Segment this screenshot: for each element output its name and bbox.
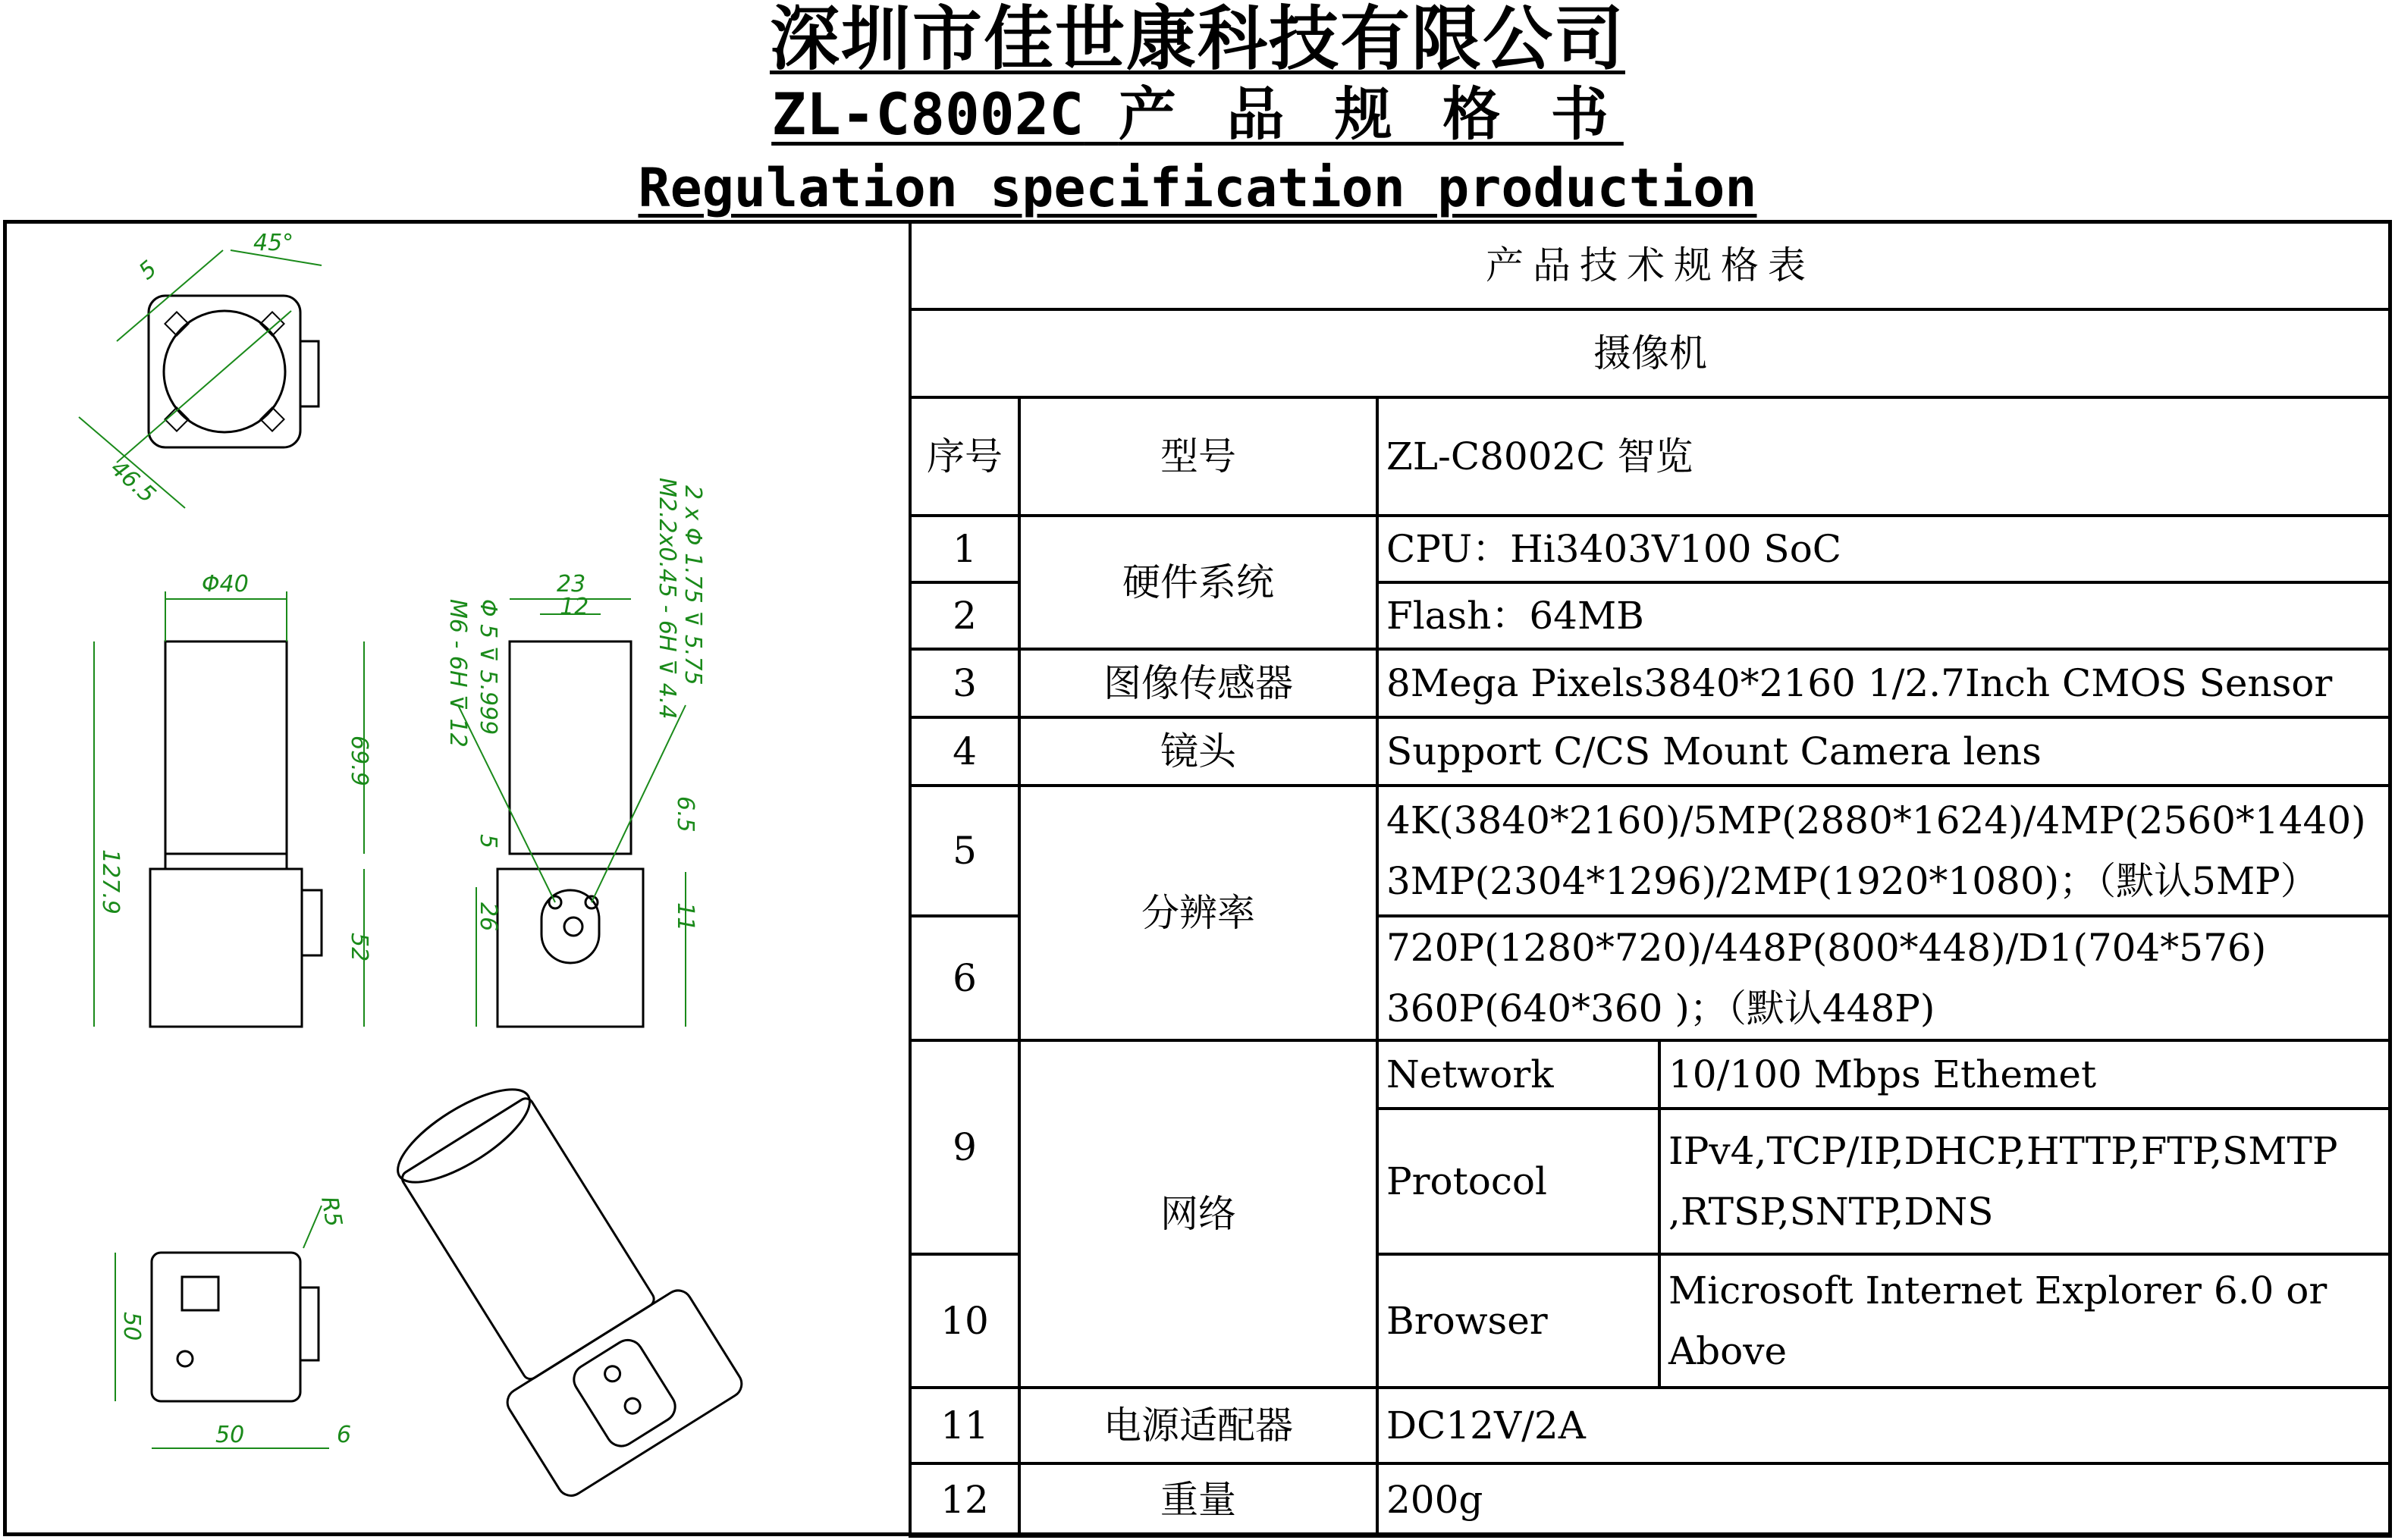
- dim-front-dia: Φ40: [202, 571, 249, 597]
- row-no: 11: [910, 1388, 1019, 1463]
- value-line: Above: [1668, 1329, 1788, 1373]
- row-no: 9: [910, 1040, 1019, 1254]
- row-no: 6: [910, 916, 1019, 1040]
- dim-side-65: 6.5: [672, 796, 698, 833]
- dim-side-w2: 12: [560, 594, 589, 620]
- doc-title-cn: 产 品 规 格 书: [1118, 80, 1624, 148]
- value-line: 360P(640*360 )；（默认448P): [1386, 986, 1935, 1030]
- row-item-resolution: 分辨率: [1019, 786, 1377, 1040]
- dim-side-5: 5: [475, 834, 501, 849]
- row-item-hardware: 硬件系统: [1019, 516, 1377, 649]
- spec-category: 摄像机: [910, 309, 2390, 397]
- network-value: 10/100 Mbps Ethemet: [1659, 1040, 2390, 1109]
- row-value-weight: 200g: [1377, 1463, 2390, 1536]
- row-no: 2: [910, 582, 1019, 649]
- dim-back-width: 50: [215, 1422, 245, 1448]
- dim-side-thread2: M2.2x0.45 - 6H ⊽ 4.4: [654, 478, 680, 720]
- row-value-power: DC12V/2A: [1377, 1388, 2390, 1463]
- value-line: Microsoft Internet Explorer 6.0 or: [1668, 1269, 2328, 1313]
- dim-back-radius: R5: [315, 1194, 347, 1229]
- dim-side-thread1: M6 - 6H ⊽ 12: [444, 599, 471, 748]
- col-index-header: 序号: [910, 397, 1019, 516]
- network-key: Network: [1377, 1040, 1659, 1109]
- row-item-network: 网络: [1019, 1040, 1377, 1388]
- row-value-lens: Support C/CS Mount Camera lens: [1377, 717, 2390, 786]
- browser-key: Browser: [1377, 1254, 1659, 1388]
- value-line: 4K(3840*2160)/5MP(2880*1624)/4MP(2560*1440): [1386, 798, 2366, 842]
- document-title: [0, 80, 2395, 149]
- document-subtitle: Regulation specification production: [638, 157, 1757, 219]
- technical-drawing: [3, 220, 910, 1536]
- dim-front-total: 127.9: [97, 849, 124, 914]
- row-value-cpu: CPU：Hi3403V100 SoC: [1377, 516, 2390, 582]
- value-line: IPv4,TCP/IP,DHCP,HTTP,FTP,SMTP: [1668, 1129, 2338, 1173]
- row-item-weight: 重量: [1019, 1463, 1377, 1536]
- row-no: 10: [910, 1254, 1019, 1388]
- row-value-sensor: 8Mega Pixels3840*2160 1/2.7Inch CMOS Sensor: [1377, 649, 2390, 717]
- value-line: ,RTSP,SNTP,DNS: [1668, 1190, 1994, 1234]
- row-value-resolution-main: [1377, 786, 2390, 916]
- row-no: 12: [910, 1463, 1019, 1536]
- browser-value: [1659, 1254, 2390, 1388]
- dim-top-diag: 46.5: [105, 454, 161, 509]
- dim-top-offset: 5: [133, 256, 162, 286]
- doc-model: ZL-C8002C: [771, 80, 1084, 148]
- protocol-value: [1659, 1109, 2390, 1254]
- value-line: 3MP(2304*1296)/2MP(1920*1080)；（默认5MP）: [1386, 859, 2318, 903]
- row-no: 3: [910, 649, 1019, 717]
- row-value-resolution-sub: [1377, 916, 2390, 1040]
- row-item-sensor: 图像传感器: [1019, 649, 1377, 717]
- row-item-power: 电源适配器: [1019, 1388, 1377, 1463]
- row-no: 1: [910, 516, 1019, 582]
- dim-front-lower: 52: [346, 933, 372, 962]
- row-value-flash: Flash：64MB: [1377, 582, 2390, 649]
- model-value: ZL-C8002C 智览: [1377, 397, 2390, 516]
- row-item-lens: 镜头: [1019, 717, 1377, 786]
- dim-side-hole1: Φ 5 ⊽ 5.999: [475, 599, 501, 735]
- dim-back-depth: 6: [337, 1422, 352, 1448]
- dim-side-11: 11: [672, 902, 698, 932]
- col-item-header: 型号: [1019, 397, 1377, 516]
- spec-table: [909, 220, 2392, 1538]
- dim-front-upper: 69.9: [346, 735, 372, 786]
- dim-top-angle: 45°: [253, 230, 294, 256]
- spec-table-title: 产品技术规格表: [910, 221, 2390, 309]
- dim-back-height: 50: [118, 1312, 145, 1341]
- dim-side-26: 26: [475, 902, 501, 932]
- row-no: 4: [910, 717, 1019, 786]
- row-no: 5: [910, 786, 1019, 916]
- company-name: 深圳市佳世康科技有限公司: [769, 0, 1625, 80]
- protocol-key: Protocol: [1377, 1109, 1659, 1254]
- value-line: 720P(1280*720)/448P(800*448)/D1(704*576): [1386, 926, 2267, 970]
- dim-side-hole2: 2 x Φ 1.75 ⊽ 5.75: [680, 485, 706, 685]
- dim-side-w1: 23: [557, 571, 586, 597]
